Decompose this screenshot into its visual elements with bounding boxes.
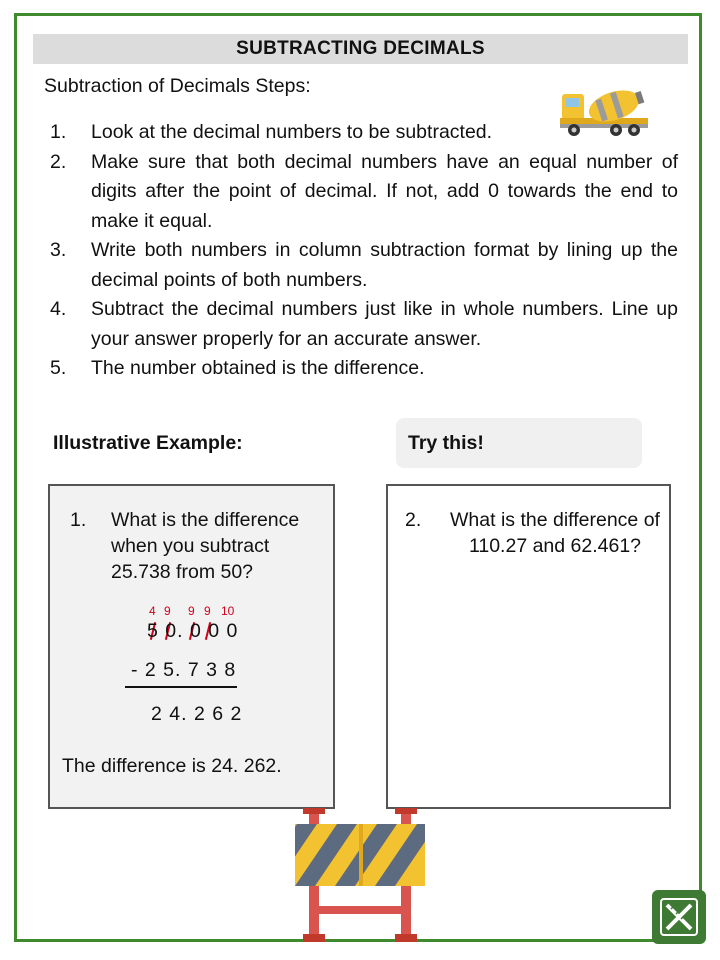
borrow-digit: 9 (204, 604, 211, 618)
borrow-digit: 10 (221, 604, 235, 618)
steps-list (46, 118, 678, 384)
step-text: Look at the decimal numbers to be subtracted. (91, 121, 493, 143)
step-number: 3. (50, 239, 67, 261)
step-number: 1. (50, 121, 67, 143)
step-number: 4. (50, 298, 67, 320)
list-item (46, 118, 678, 148)
try-question-number: 2. (405, 509, 422, 531)
list-item (46, 148, 678, 237)
example-question: What is the difference when you subtract 25.738 from 50? (111, 509, 300, 583)
list-item (46, 295, 678, 354)
construction-barrier-icon (295, 808, 425, 942)
example-question-number: 1. (70, 509, 87, 531)
step-text: Subtract the decimal numbers just like in whole numbers. Line up your answer properly for an accurate answer. (91, 298, 678, 350)
brand-logo (652, 890, 706, 944)
step-number: 5. (50, 357, 67, 379)
try-question: What is the difference of 110.27 and 62.461? (450, 509, 660, 557)
subtraction-line (125, 686, 237, 688)
subtrahend: - 2 5. 7 3 8 (131, 659, 237, 681)
list-item (46, 236, 678, 295)
page-title: SUBTRACTING DECIMALS (33, 34, 688, 64)
borrow-digit: 9 (164, 604, 171, 618)
example-heading: Illustrative Example: (53, 432, 243, 454)
list-item (46, 354, 678, 384)
step-number: 2. (50, 150, 67, 173)
example-conclusion: The difference is 24. 262. (62, 755, 282, 777)
pencil-ruler-icon (659, 897, 699, 937)
borrow-digit: 9 (188, 604, 195, 618)
borrow-digit: 4 (149, 604, 156, 618)
difference-result: 2 4. 2 6 2 (151, 703, 243, 725)
step-text: Make sure that both decimal numbers have an equal number of digits after the point of decimal. If not, add 0 towards the end to make it equal. (91, 150, 678, 232)
steps-subtitle: Subtraction of Decimals Steps: (44, 75, 311, 97)
step-text: The number obtained is the difference. (91, 357, 425, 379)
step-text: Write both numbers in column subtraction format by lining up the decimal points of both numbers. (91, 239, 678, 291)
minuend: 5 0. 0 0 0 (147, 620, 239, 642)
try-heading: Try this! (396, 418, 642, 468)
